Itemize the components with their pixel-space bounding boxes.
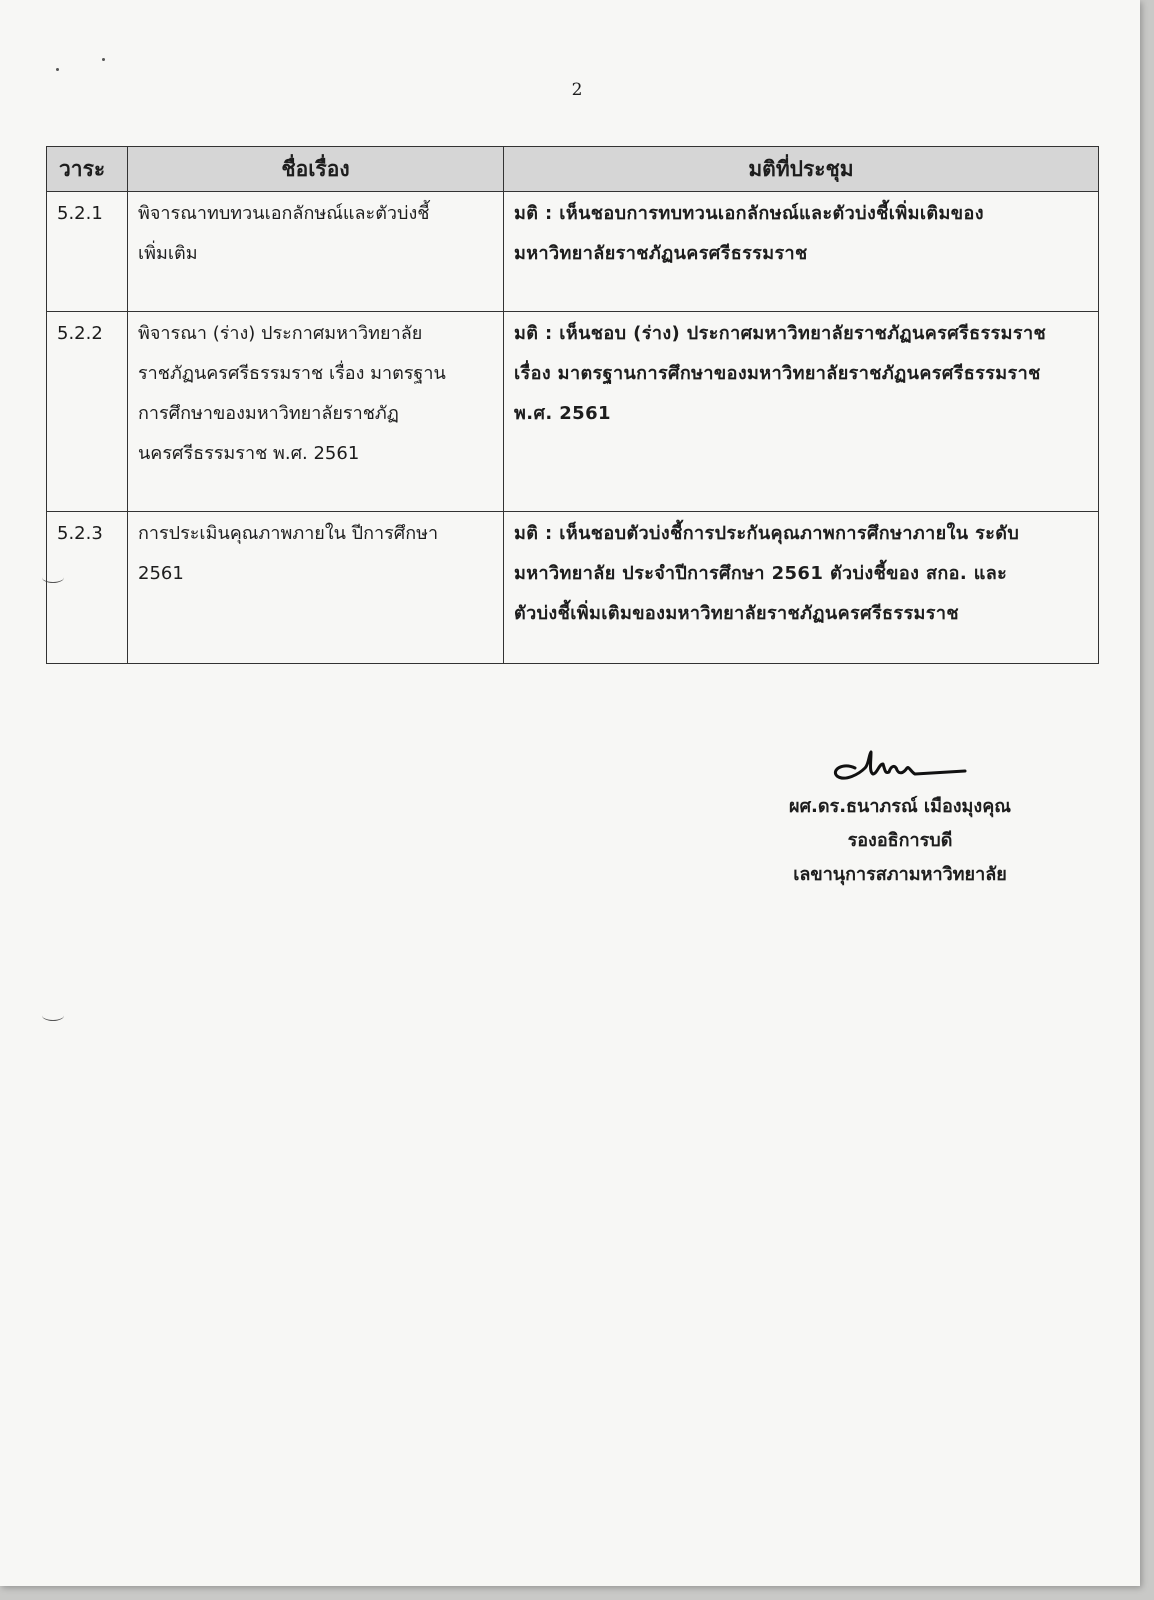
agenda-number: 5.2.3 — [47, 512, 128, 664]
subject-line: การประเมินคุณภาพภายใน ปีการศึกษา — [138, 523, 439, 544]
subject-line: นครศรีธรรมราช พ.ศ. 2561 — [138, 443, 360, 464]
resolution-line: มติ : เห็นชอบตัวบ่งชี้การประกันคุณภาพการศึกษาภายใน ระดับ — [514, 523, 1020, 544]
table-row — [47, 512, 1099, 664]
subject-line: พิจารณา (ร่าง) ประกาศมหาวิทยาลัย — [138, 323, 423, 344]
table-row — [47, 312, 1099, 512]
table-row — [47, 192, 1099, 312]
resolution-line: เรื่อง มาตรฐานการศึกษาของมหาวิทยาลัยราชภัฏนครศรีธรรมราช — [514, 363, 1041, 384]
resolution-cell — [504, 192, 1099, 312]
punch-mark — [42, 1010, 64, 1021]
minutes-table — [46, 146, 1099, 664]
handwritten-signature — [825, 744, 975, 784]
header-subject: ชื่อเรื่อง — [128, 147, 504, 192]
page-number: 2 — [571, 80, 583, 100]
subject-cell — [128, 192, 504, 312]
subject-line: เพิ่มเติม — [138, 243, 198, 264]
table-header-row — [47, 147, 1099, 192]
subject-line: ราชภัฏนครศรีธรรมราช เรื่อง มาตรฐาน — [138, 363, 446, 384]
header-agenda: วาระ — [47, 147, 128, 192]
resolution-line: มติ : เห็นชอบการทบทวนเอกลักษณ์และตัวบ่งชี้เพิ่มเติมของ — [514, 203, 984, 224]
subject-cell — [128, 512, 504, 664]
signatory-name: ผศ.ดร.ธนาภรณ์ เมืองมุงคุณ — [789, 796, 1011, 817]
agenda-number: 5.2.2 — [47, 312, 128, 512]
resolution-line: มหาวิทยาลัยราชภัฏนครศรีธรรมราช — [514, 243, 808, 264]
subject-line: พิจารณาทบทวนเอกลักษณ์และตัวบ่งชี้ — [138, 203, 430, 224]
resolution-cell — [504, 312, 1099, 512]
scan-speck — [102, 58, 105, 61]
subject-cell — [128, 312, 504, 512]
scan-speck — [56, 68, 59, 71]
header-resolution: มติที่ประชุม — [504, 147, 1099, 192]
signatory-position: รองอธิการบดี — [847, 830, 953, 851]
resolution-line: มติ : เห็นชอบ (ร่าง) ประกาศมหาวิทยาลัยราชภัฏนครศรีธรรมราช — [514, 323, 1047, 344]
agenda-number: 5.2.1 — [47, 192, 128, 312]
signatory-role: เลขานุการสภามหาวิทยาลัย — [793, 864, 1007, 885]
resolution-line: พ.ศ. 2561 — [514, 403, 611, 424]
signature-block — [760, 744, 1040, 892]
subject-line: 2561 — [138, 563, 184, 584]
resolution-line: ตัวบ่งชี้เพิ่มเติมของมหาวิทยาลัยราชภัฏนครศรีธรรมราช — [514, 603, 959, 624]
subject-line: การศึกษาของมหาวิทยาลัยราชภัฏ — [138, 403, 399, 424]
resolution-line: มหาวิทยาลัย ประจำปีการศึกษา 2561 ตัวบ่งชี้ของ สกอ. และ — [514, 563, 1008, 584]
resolution-cell — [504, 512, 1099, 664]
